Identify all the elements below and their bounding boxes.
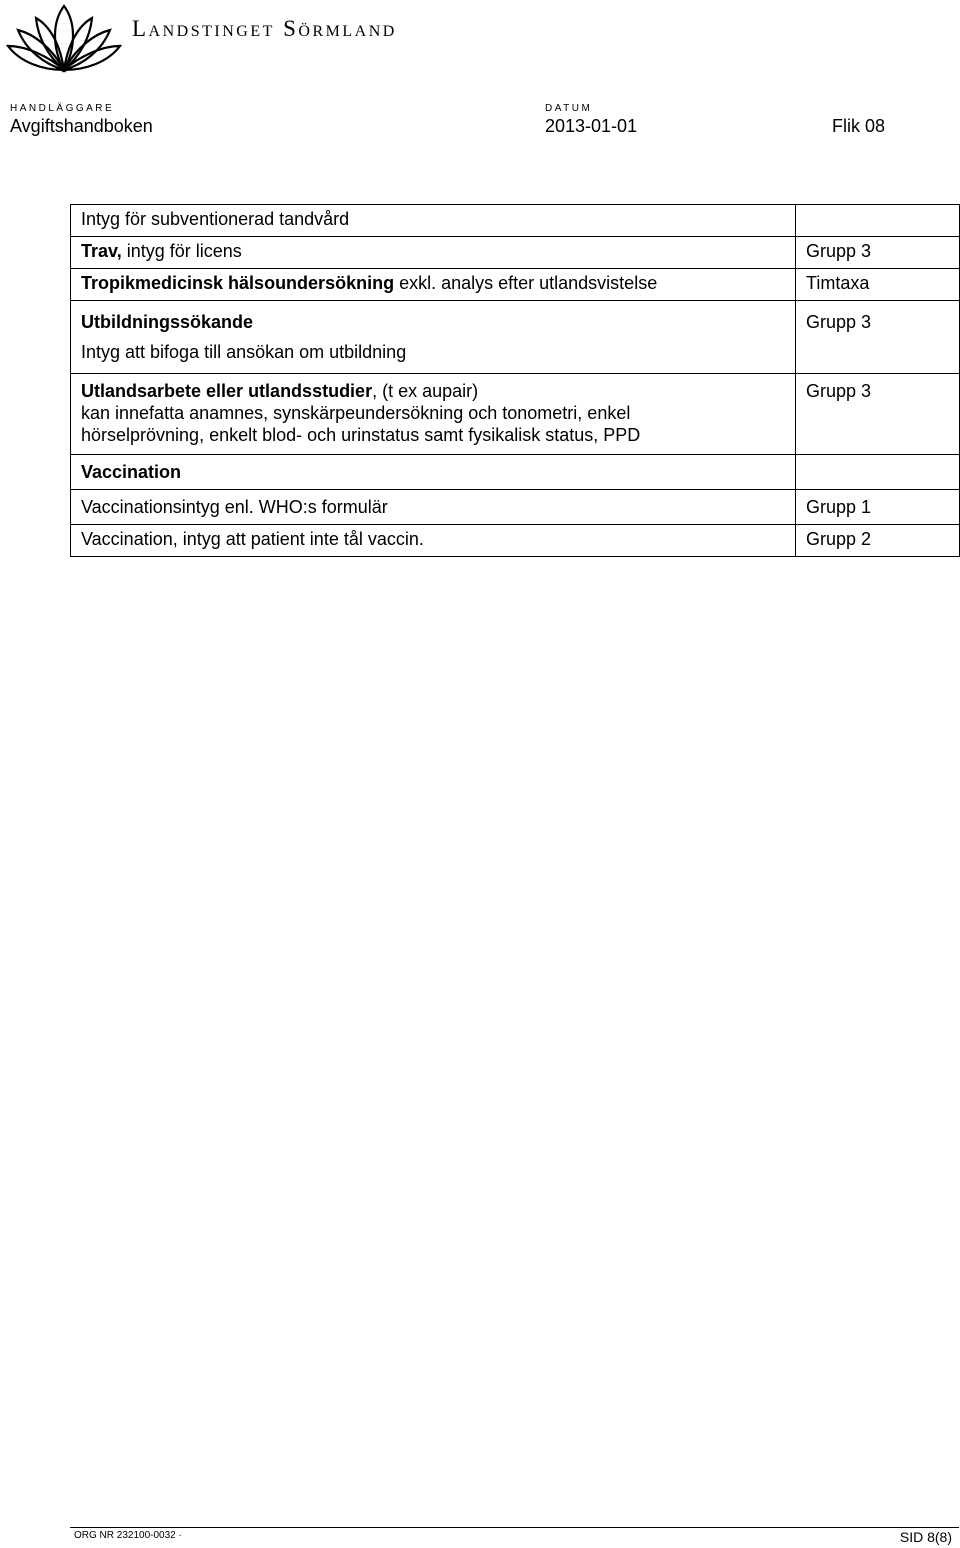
row-text: Vaccination, intyg att patient inte tål vaccin. [81, 529, 424, 549]
group-cell [796, 455, 960, 490]
group-cell [796, 269, 960, 301]
description-cell [71, 525, 796, 557]
group-value: Timtaxa [806, 273, 870, 293]
flik-label: Flik 08 [832, 116, 886, 136]
row-text: hörselprövning, enkelt blod- och urinstatus samt fysikalisk status, PPD [81, 425, 641, 445]
table-row [71, 490, 960, 525]
organization-name: Landstinget Sörmland [132, 16, 397, 41]
table-row [71, 374, 960, 455]
description-cell [71, 490, 796, 525]
group-cell [796, 490, 960, 525]
table-row [71, 237, 960, 269]
table-row [71, 525, 960, 557]
group-cell [796, 301, 960, 374]
fee-table [70, 204, 960, 557]
description-cell [71, 237, 796, 269]
description-cell [71, 374, 796, 455]
table-row [71, 269, 960, 301]
datum-value: 2013-01-01 [545, 116, 638, 136]
row-text: Intyg att bifoga till ansökan om utbildning [81, 342, 407, 362]
row-title: Tropikmedicinsk hälsoundersökning [81, 273, 395, 293]
table-row [71, 455, 960, 490]
row-text: Vaccinationsintyg enl. WHO:s formulär [81, 497, 388, 517]
group-value: Grupp 1 [806, 497, 872, 517]
group-cell [796, 237, 960, 269]
landstinget-logo [4, 2, 124, 74]
row-text: exkl. analys efter utlandsvistelse [394, 273, 658, 293]
group-value: Grupp 3 [806, 312, 872, 332]
row-title: Vaccination [81, 462, 182, 482]
handlaggare-value: Avgiftshandboken [10, 116, 153, 136]
org-number: ORG NR 232100-0032 · [74, 1530, 182, 1541]
group-value: Grupp 3 [806, 381, 872, 401]
group-value: Grupp 2 [806, 529, 872, 549]
description-cell [71, 205, 796, 237]
page-number: SID 8(8) [899, 1529, 952, 1545]
group-cell [796, 525, 960, 557]
row-text: Intyg för subventionerad tandvård [81, 209, 350, 229]
row-title: Trav, [81, 241, 122, 261]
handlaggare-label: HANDLÄGGARE [10, 103, 115, 114]
row-text: , (t ex aupair) [372, 381, 479, 401]
row-text: kan innefatta anamnes, synskärpeundersökning och tonometri, enkel [81, 403, 631, 423]
row-title: Utbildningssökande [81, 312, 254, 332]
group-value: Grupp 3 [806, 241, 872, 261]
description-cell [71, 269, 796, 301]
row-title: Utlandsarbete eller utlandsstudier [81, 381, 373, 401]
datum-label: DATUM [545, 103, 593, 114]
description-cell [71, 455, 796, 490]
group-cell [796, 374, 960, 455]
description-cell [71, 301, 796, 374]
table-row [71, 301, 960, 374]
row-text: intyg för licens [121, 241, 242, 261]
table-row [71, 205, 960, 237]
footer-divider [70, 1527, 959, 1528]
group-cell [796, 205, 960, 237]
